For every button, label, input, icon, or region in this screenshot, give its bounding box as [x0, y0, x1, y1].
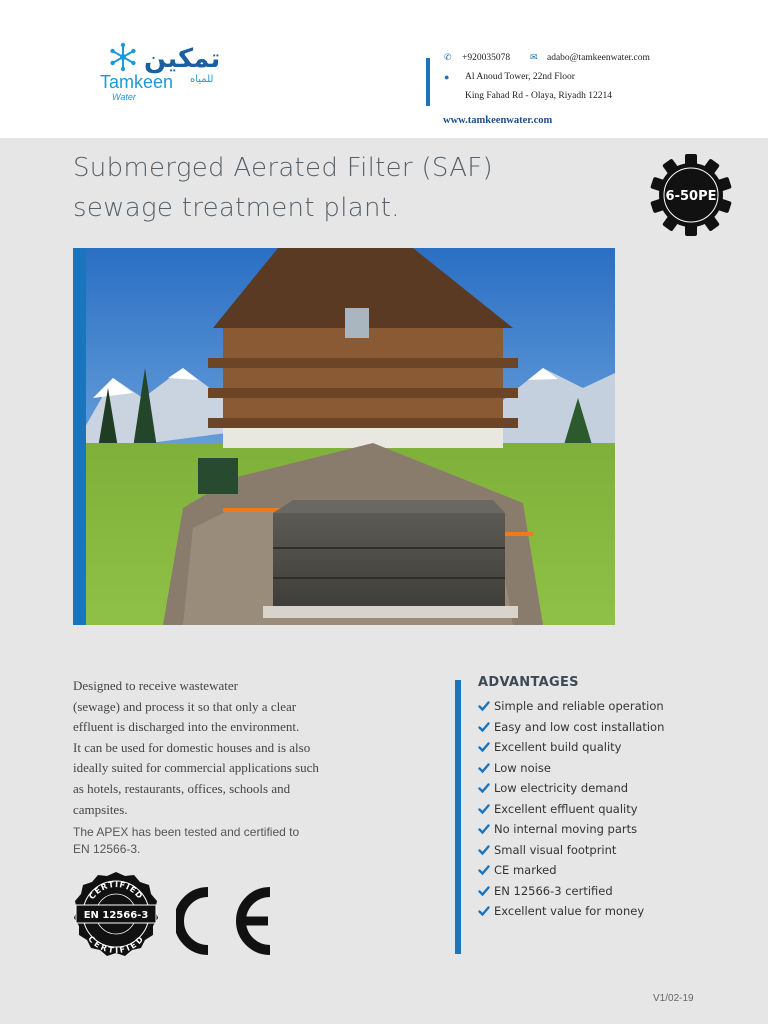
logo-arabic: تمكين — [144, 44, 221, 74]
checkmark-icon — [478, 762, 490, 774]
phone-number[interactable]: +920035078 — [462, 53, 511, 63]
badge-top-label: CERTIFIED — [87, 879, 145, 902]
location-pin-icon: ● — [444, 72, 450, 82]
advantages-title: ADVANTAGES — [478, 675, 579, 690]
checkmark-icon — [478, 803, 490, 815]
advantage-label: Excellent effluent quality — [494, 801, 638, 816]
advantage-label: EN 12566-3 certified — [494, 883, 613, 898]
version-label: V1/02-19 — [653, 993, 694, 1004]
capacity-gear-badge-icon — [648, 154, 734, 236]
advantage-label: CE marked — [494, 863, 557, 878]
checkmark-icon — [478, 741, 490, 753]
badge-middle-label: EN 12566-3 — [83, 910, 149, 921]
list-item — [478, 901, 664, 922]
description-line: ideally suited for commercial applications such — [73, 760, 319, 776]
hotel-scene-illustration — [73, 248, 615, 625]
advantage-label: Excellent value for money — [494, 904, 645, 919]
list-item — [478, 840, 664, 861]
list-item — [478, 819, 664, 840]
title-line1: Submerged Aerated Filter (SAF) — [73, 153, 493, 183]
contact-divider — [426, 58, 430, 106]
checkmark-icon — [478, 823, 490, 835]
checkmark-icon — [478, 905, 490, 917]
advantage-label: Simple and reliable operation — [494, 699, 664, 714]
website-link[interactable]: www.tamkeenwater.com — [443, 115, 553, 126]
description-line: It can be used for domestic houses and is also — [73, 739, 311, 755]
address-line1: Al Anoud Tower, 22nd Floor — [465, 72, 575, 82]
title-line2: sewage treatment plant. — [73, 193, 400, 223]
badge-bottom-label: CERTIFIED — [86, 934, 146, 956]
advantage-label: Low electricity demand — [494, 781, 629, 796]
list-item — [478, 758, 664, 779]
certification-note-line2: EN 12566-3. — [73, 842, 141, 856]
header — [0, 0, 768, 138]
logo-name: Tamkeen — [100, 72, 174, 92]
checkmark-icon — [478, 721, 490, 733]
phone-icon: ✆ — [444, 52, 452, 62]
gear-badge-label: 6-50PE — [665, 189, 717, 204]
email-address[interactable]: adabo@tamkeenwater.com — [547, 53, 650, 63]
checkmark-icon — [478, 844, 490, 856]
checkmark-icon — [478, 700, 490, 712]
email-icon: ✉ — [530, 52, 538, 62]
advantage-label: Small visual footprint — [494, 842, 617, 857]
advantage-label: No internal moving parts — [494, 822, 638, 837]
list-item — [478, 860, 664, 881]
advantage-label: Low noise — [494, 760, 551, 775]
list-item — [478, 881, 664, 902]
en-certified-badge-icon — [73, 872, 159, 956]
list-item — [478, 799, 664, 820]
description-line: as hotels, restaurants, offices, schools and — [73, 780, 291, 796]
advantages-accent-bar — [455, 680, 461, 954]
snowflake-logo-icon — [108, 42, 138, 72]
product-illustration — [73, 248, 615, 625]
list-item — [478, 696, 664, 717]
advantage-label: Excellent build quality — [494, 740, 622, 755]
photo-accent-stripe — [73, 248, 86, 625]
description-line: (sewage) and process it so that only a clear — [73, 698, 297, 714]
ce-mark-icon — [176, 886, 276, 956]
checkmark-icon — [478, 782, 490, 794]
logo-arabic-sub: للمياه — [190, 74, 214, 85]
logo-sub: Water — [112, 92, 136, 102]
list-item — [478, 717, 664, 738]
page-title — [73, 148, 493, 228]
list-item — [478, 737, 664, 758]
checkmark-icon — [478, 885, 490, 897]
advantage-label: Easy and low cost installation — [494, 719, 665, 734]
address-line2: King Fahad Rd - Olaya, Riyadh 12214 — [465, 91, 612, 101]
checkmark-icon — [478, 864, 490, 876]
advantages-list — [478, 696, 664, 922]
description-line: Designed to receive wastewater — [73, 678, 238, 693]
certification-note-line1: The APEX has been tested and certified to — [73, 825, 300, 839]
certification-note — [73, 824, 373, 858]
description — [73, 676, 373, 820]
description-line: effluent is discharged into the environment. — [73, 719, 300, 735]
list-item — [478, 778, 664, 799]
description-line: campsites. — [73, 801, 128, 817]
